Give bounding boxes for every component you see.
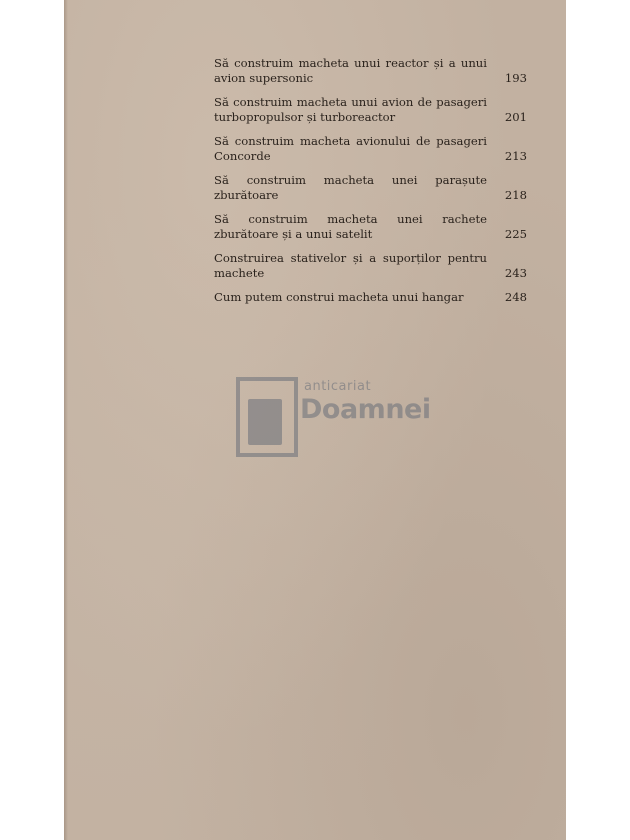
toc-entry-page-number: 225 xyxy=(504,227,527,241)
toc-entry xyxy=(214,56,527,86)
toc-entry-title: Să construim macheta unei rachete zburătoare și a unui satelit xyxy=(214,212,487,241)
toc-entry xyxy=(214,212,527,242)
toc-entry-page-number: 243 xyxy=(504,266,527,280)
toc-entry xyxy=(214,173,527,203)
toc-entry xyxy=(214,251,527,281)
watermark-text-top: anticariat xyxy=(304,379,372,394)
table-of-contents xyxy=(214,56,527,314)
toc-entry-page-number: 193 xyxy=(504,71,527,85)
toc-entry-title: Să construim macheta unui reactor și a unui avion supersonic xyxy=(214,56,487,85)
toc-entry-page-number: 218 xyxy=(504,188,527,202)
books-icon xyxy=(248,399,282,445)
toc-entry-title: Construirea stativelor și a suporților pentru machete xyxy=(214,251,487,280)
page-edge-shadow xyxy=(64,0,68,840)
toc-entry-title: Să construim macheta unui avion de pasageri turbopropulsor și turboreactor xyxy=(214,95,487,124)
toc-entry-title: Să construim macheta unei parașute zburătoare xyxy=(214,173,487,202)
book-page xyxy=(64,0,566,840)
toc-entry-title: Să construim macheta avionului de pasageri Concorde xyxy=(214,134,487,163)
toc-entry-page-number: 248 xyxy=(504,290,527,304)
toc-entry xyxy=(214,290,527,305)
toc-entry-page-number: 213 xyxy=(504,149,527,163)
toc-entry xyxy=(214,95,527,125)
toc-entry-page-number: 201 xyxy=(504,110,527,124)
toc-entry-title: Cum putem construi macheta unui hangar xyxy=(214,290,464,304)
watermark-text-main: Doamnei xyxy=(300,394,431,425)
toc-entry xyxy=(214,134,527,164)
watermark-logo xyxy=(236,377,431,467)
